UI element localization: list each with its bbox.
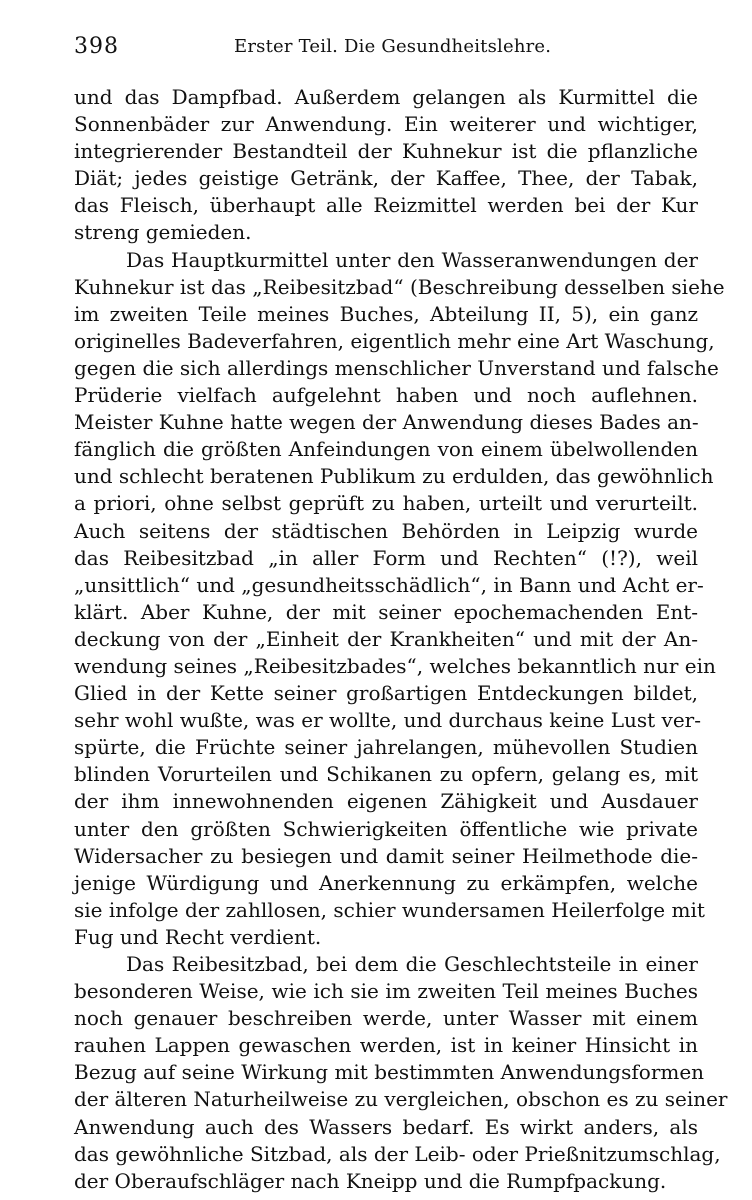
text-line: Sonnenbäder zur Anwendung. Ein weiterer und wichtiger, [74, 112, 698, 137]
text-line: integrierender Bestandteil der Kuhnekur ist die pflanzliche [74, 139, 698, 164]
text-line: sehr wohl wußte, was er wollte, und durchaus keine Lust ver- [74, 708, 701, 733]
text-line: der älteren Naturheilweise zu vergleichen, obschon es zu seiner [74, 1087, 728, 1112]
text-line: a priori, ohne selbst geprüft zu haben, urteilt und verurteilt. [74, 491, 698, 516]
page-number: 398 [74, 34, 119, 59]
text-line: unter den größten Schwierigkeiten öffentliche wie private [74, 816, 698, 841]
page-header [74, 34, 694, 66]
text-line: „unsittlich“ und „gesundheitsschädlich“, in Bann und Acht er- [74, 572, 704, 597]
text-line: Auch seitens der städtischen Behörden in Leipzig wurde [74, 518, 698, 543]
text-line: blinden Vorurteilen und Schikanen zu opfern, gelang es, mit [74, 762, 698, 787]
text-line: Prüderie vielfach aufgelehnt haben und noch auflehnen. [74, 383, 698, 408]
running-head: Erster Teil. Die Gesundheitslehre. [234, 36, 552, 57]
text-line: gegen die sich allerdings menschlicher Unverstand und falsche [74, 355, 719, 380]
text-line: das gewöhnliche Sitzbad, als der Leib- oder Prießnitzumschlag, [74, 1141, 721, 1166]
paragraph [74, 951, 728, 1195]
text-line: streng gemieden. [74, 220, 252, 245]
text-line: klärt. Aber Kuhne, der mit seiner epochemachenden Ent- [74, 599, 698, 624]
text-line: besonderen Weise, wie ich sie im zweiten Teil meines Buches [74, 979, 698, 1004]
text-line: originelles Badeverfahren, eigentlich mehr eine Art Waschung, [74, 328, 715, 353]
text-line: Fug und Recht verdient. [74, 924, 322, 949]
text-line: und das Dampfbad. Außerdem gelangen als Kurmittel die [74, 85, 698, 109]
text-line: Glied in der Kette seiner großartigen Entdeckungen bildet, [74, 681, 698, 706]
text-line: Widersacher zu besiegen und damit seiner Heilmethode die- [74, 843, 698, 868]
paragraph [74, 247, 725, 951]
text-line: rauhen Lappen gewaschen werden, ist in keiner Hinsicht in [74, 1033, 698, 1058]
text-line: das Fleisch, überhaupt alle Reizmittel werden bei der Kur [74, 193, 698, 218]
text-line: Meister Kuhne hatte wegen der Anwendung dieses Bades an- [74, 410, 699, 435]
text-line: Anwendung auch des Wassers bedarf. Es wirkt anders, als [74, 1114, 698, 1139]
text-line: der ihm innewohnenden eigenen Zähigkeit und Ausdauer [74, 789, 698, 814]
text-line: jenige Würdigung und Anerkennung zu erkämpfen, welche [74, 870, 698, 895]
text-line: wendung seines „Reibesitzbades“, welches bekanntlich nur ein [74, 653, 716, 678]
text-line: Bezug auf seine Wirkung mit bestimmten Anwendungsformen [74, 1060, 705, 1085]
text-line: fänglich die größten Anfeindungen von einem übelwollenden [74, 437, 698, 462]
text-line: Das Hauptkurmittel unter den Wasseranwendungen der [126, 247, 698, 272]
text-line: im zweiten Teile meines Buches, Abteilung II, 5), ein ganz [74, 301, 698, 326]
text-line: das Reibesitzbad „in aller Form und Rechten“ (!?), weil [74, 545, 698, 570]
text-line: Diät; jedes geistige Getränk, der Kaffee, Thee, der Tabak, [74, 166, 698, 191]
text-line: Kuhnekur ist das „Reibesitzbad“ (Beschreibung desselben siehe [74, 274, 725, 299]
paragraph [74, 84, 698, 247]
text-line: deckung von der „Einheit der Krankheiten“ und mit der An- [74, 626, 698, 651]
text-line: der Oberaufschläger nach Kneipp und die Rumpfpackung. [74, 1168, 667, 1193]
text-line: sie infolge der zahllosen, schier wundersamen Heilerfolge mit [74, 897, 705, 922]
body-text [74, 84, 728, 1195]
text-line: und schlecht beratenen Publikum zu erdulden, das gewöhnlich [74, 464, 714, 489]
text-line: Das Reibesitzbad, bei dem die Geschlechtsteile in einer [126, 952, 698, 976]
text-line: spürte, die Früchte seiner jahrelangen, mühevollen Studien [74, 735, 698, 760]
text-line: noch genauer beschreiben werde, unter Wasser mit einem [74, 1006, 698, 1031]
